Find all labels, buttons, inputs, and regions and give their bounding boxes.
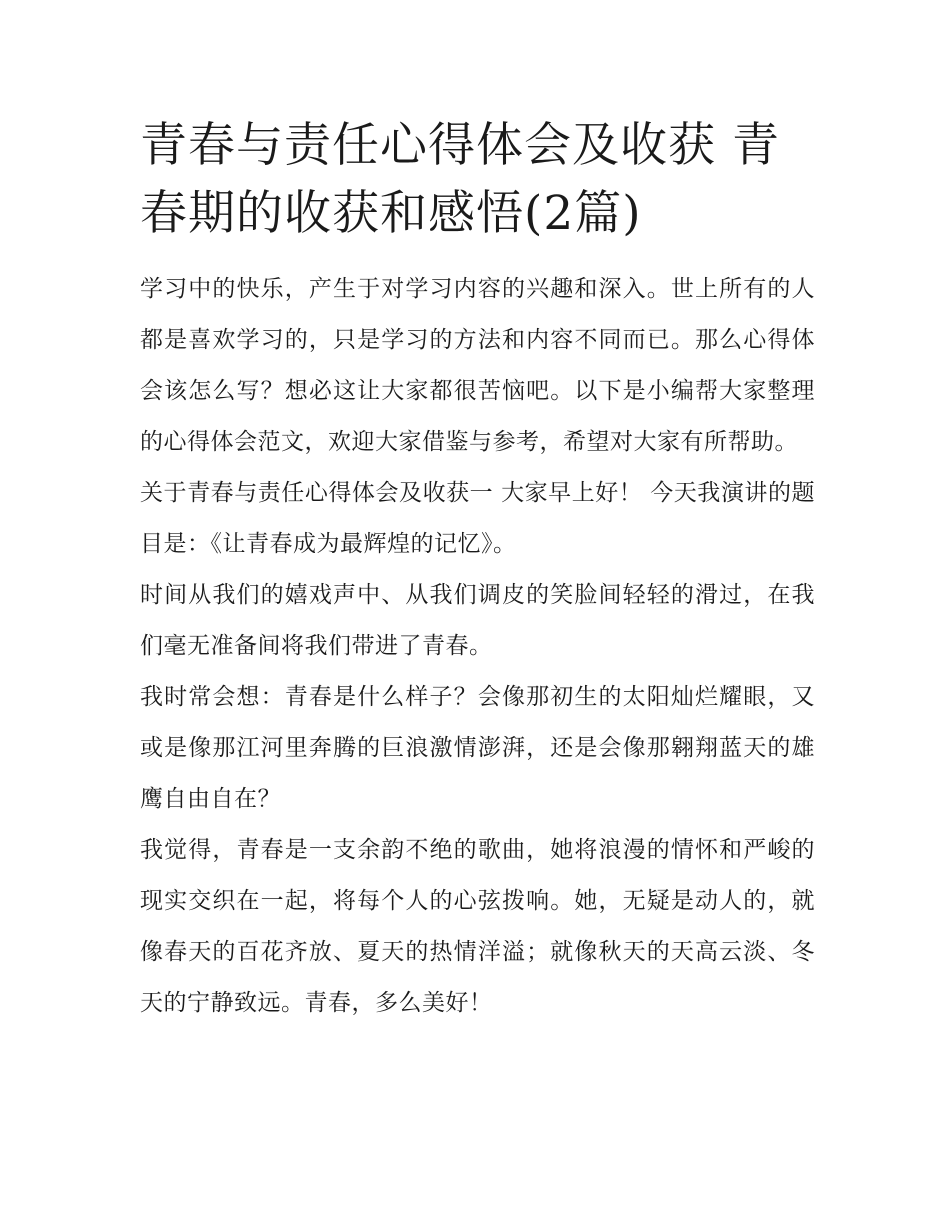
document-body — [140, 264, 815, 1029]
paragraph-speech-opening: 关于青春与责任心得体会及收获一 大家早上好！ 今天我演讲的题目是：《让青春成为最辉煌的记忆》。 — [140, 480, 815, 557]
paragraph-time: 时间从我们的嬉戏声中、从我们调皮的笑脸间轻轻的滑过，在我们毫无准备间将我们带进了青春。 — [140, 582, 815, 659]
document-title: 青春与责任心得体会及收获 青春期的收获和感悟(2篇) — [140, 118, 780, 241]
paragraph-song: 我觉得，青春是一支余韵不绝的歌曲，她将浪漫的情怀和严峻的现实交织在一起，将每个人的心弦拨响。她，无疑是动人的，就像春天的百花齐放、夏天的热情洋溢；就像秋天的天高云淡、冬天的宁静致远。青春，多么美好！ — [140, 837, 815, 1016]
paragraph-intro: 学习中的快乐，产生于对学习内容的兴趣和深入。世上所有的人都是喜欢学习的，只是学习的方法和内容不同而已。那么心得体会该怎么写？想必这让大家都很苦恼吧。以下是小编帮大家整理的心得体会范文，欢迎大家借鉴与参考，希望对大家有所帮助。 — [140, 276, 815, 455]
paragraph-question: 我时常会想：青春是什么样子？会像那初生的太阳灿烂耀眼，又或是像那江河里奔腾的巨浪激情澎湃，还是会像那翱翔蓝天的雄鹰自由自在？ — [140, 684, 815, 812]
document-page — [140, 112, 815, 1029]
